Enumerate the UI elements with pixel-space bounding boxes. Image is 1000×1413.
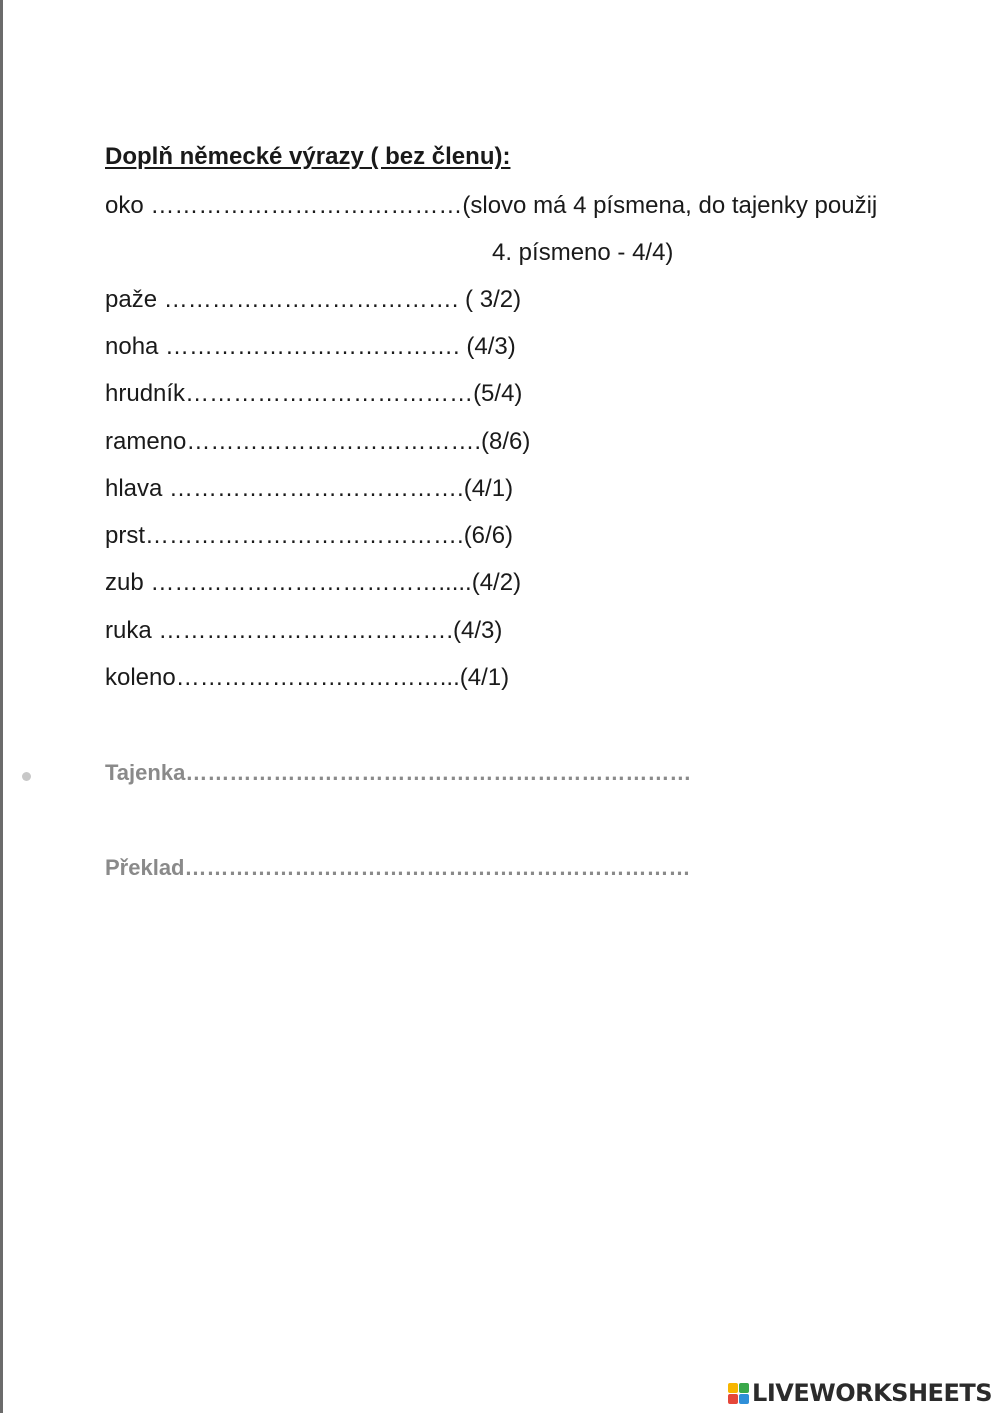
exercise-row-hlava: [105, 474, 513, 504]
answer-blank[interactable]: ……………………………...: [175, 664, 460, 691]
exercise-row-oko: [105, 191, 877, 221]
preklad-line: [105, 853, 691, 883]
letter-hint: (4/1): [459, 664, 510, 691]
logo-square-red: [728, 1394, 738, 1404]
source-word: zub: [105, 569, 144, 596]
tajenka-line: [105, 758, 691, 788]
exercise-row-koleno: [105, 663, 509, 693]
letter-hint: (8/6): [481, 428, 531, 455]
answer-blank[interactable]: ……………………………….: [151, 617, 454, 644]
liveworksheets-brand: [728, 1379, 992, 1407]
source-word: oko: [105, 192, 144, 219]
preklad-blank[interactable]: ……………………………………………………………: [184, 855, 691, 880]
exercise-row-rameno: [105, 427, 530, 457]
source-word: ruka: [105, 617, 152, 644]
answer-blank[interactable]: ……………………………….....: [143, 569, 472, 596]
logo-square-green: [739, 1383, 749, 1393]
answer-blank[interactable]: ……………………………….: [186, 428, 482, 455]
letter-hint: (slovo má 4 písmena, do tajenky použij: [462, 192, 878, 219]
exercise-row-zub: [105, 568, 521, 598]
letter-hint: (4/3): [453, 617, 503, 644]
logo-square-blue: [739, 1394, 749, 1404]
exercise-row-prst: [105, 521, 513, 551]
tajenka-label: Tajenka: [105, 760, 186, 785]
exercise-row-hrudnik: [105, 379, 522, 409]
exercise-row-paze: [105, 285, 521, 315]
worksheet-heading: Doplň německé výrazy ( bez členu):: [105, 143, 511, 170]
page-edge: [0, 0, 3, 1413]
scan-speck: [22, 772, 31, 781]
answer-blank[interactable]: ……………………………….: [158, 333, 460, 360]
logo-square-yellow: [728, 1383, 738, 1393]
source-word: paže: [105, 286, 158, 313]
source-word: prst: [105, 522, 146, 549]
source-word: hrudník: [105, 380, 186, 407]
source-word: hlava: [105, 475, 163, 502]
answer-blank[interactable]: …………………………………: [143, 192, 463, 219]
source-word: noha: [105, 333, 159, 360]
answer-blank[interactable]: ………………………………: [185, 380, 474, 407]
source-word: rameno: [105, 428, 187, 455]
tajenka-blank[interactable]: ……………………………………………………………: [185, 760, 692, 785]
letter-hint: (4/3): [459, 333, 516, 360]
exercise-row-ruka: [105, 616, 502, 646]
exercise-row-noha: [105, 332, 516, 362]
letter-hint: (4/1): [463, 475, 514, 502]
answer-blank[interactable]: ……………………………….: [157, 286, 459, 313]
answer-blank[interactable]: ……………………………….: [162, 475, 464, 502]
letter-hint: (6/6): [463, 522, 514, 549]
letter-hint: ( 3/2): [458, 286, 522, 313]
source-word: koleno: [105, 664, 176, 691]
letter-hint: (4/2): [471, 569, 522, 596]
letter-hint-continuation: 4. písmeno - 4/4): [492, 239, 674, 266]
brand-wordmark: LIVEWORKSHEETS: [752, 1379, 992, 1407]
preklad-label: Překlad: [105, 855, 185, 880]
liveworksheets-logo-icon: [728, 1383, 749, 1404]
answer-blank[interactable]: ………………………………….: [145, 522, 464, 549]
letter-hint: (5/4): [473, 380, 523, 407]
